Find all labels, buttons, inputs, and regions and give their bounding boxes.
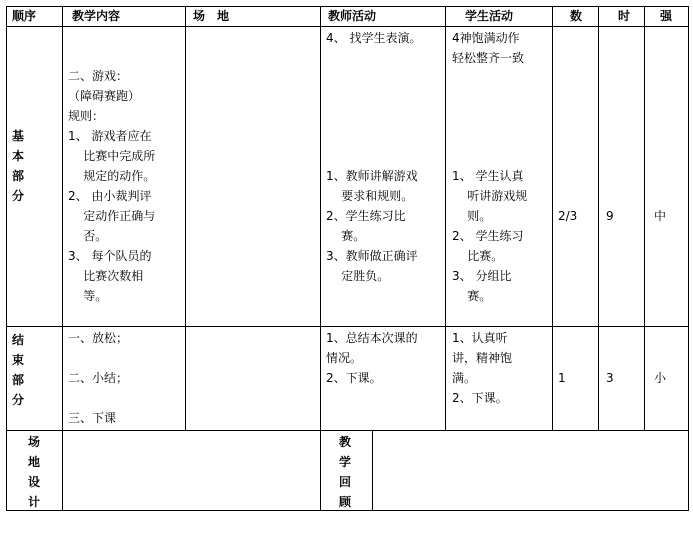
ending-section-label: 结束部分 xyxy=(12,333,25,407)
text-line: 比赛次数相 xyxy=(68,269,144,283)
rule-col4 xyxy=(445,6,446,431)
text-line: 三、下课 xyxy=(68,411,117,425)
rule-header-bottom xyxy=(6,26,688,27)
header-order: 顺序 xyxy=(12,9,37,23)
header-content: 教学内容 xyxy=(72,9,121,23)
text-line: 情况。 xyxy=(326,351,363,365)
ending-count: 1 xyxy=(558,371,566,385)
text-line: 1、总结本次课的 xyxy=(326,331,418,345)
basic-count: 2/3 xyxy=(558,209,578,223)
header-student: 学生活动 xyxy=(465,9,514,23)
basic-teacher-top: 4、 找学生表演。 xyxy=(326,31,422,45)
text-line: 2、学生练习比 xyxy=(326,209,406,223)
teaching-reflection-label: 教学回顾 xyxy=(339,435,352,509)
rule-col1 xyxy=(62,6,63,511)
text-line: 赛。 xyxy=(326,229,366,243)
text-line: 定动作正确与 xyxy=(68,209,156,223)
header-teacher: 教师活动 xyxy=(328,9,377,23)
rule-col3 xyxy=(320,6,321,511)
rule-col2 xyxy=(185,6,186,431)
text-line: 3、教师做正确评 xyxy=(326,249,418,263)
text-line: 轻松整齐一致 xyxy=(452,51,525,65)
text-line: 二、游戏： xyxy=(68,69,129,83)
text-line: 二、小结； xyxy=(68,371,129,385)
text-line: 听讲游戏规 xyxy=(452,189,528,203)
text-line: 否。 xyxy=(68,229,108,243)
text-line: 3、 每个队员的 xyxy=(68,249,152,263)
text-line: 2、 由小裁判评 xyxy=(68,189,152,203)
basic-section-label: 基本部分 xyxy=(12,129,25,203)
text-line: 要求和规则。 xyxy=(326,189,414,203)
ending-student xyxy=(452,328,512,408)
basic-teacher xyxy=(326,166,418,286)
ending-intensity: 小 xyxy=(654,371,667,385)
rule-basic-bottom xyxy=(6,326,688,327)
text-line: 则。 xyxy=(452,209,492,223)
header-intensity: 强 xyxy=(660,9,673,23)
rule-col6 xyxy=(598,6,599,431)
text-line: 4神饱满动作 xyxy=(452,31,520,45)
text-line: 比赛中完成所 xyxy=(68,149,156,163)
rule-left xyxy=(6,6,7,511)
text-line: 2、下课。 xyxy=(452,391,508,405)
basic-time: 9 xyxy=(606,209,614,223)
header-count: 数 xyxy=(570,9,583,23)
text-line: 2、下课。 xyxy=(326,371,382,385)
header-venue: 场 地 xyxy=(193,9,230,23)
basic-student-top xyxy=(452,28,524,68)
rule-ending-bottom xyxy=(6,430,688,431)
rule-footer-split xyxy=(372,430,373,511)
text-line: 1、教师讲解游戏 xyxy=(326,169,418,183)
text-line: 1、 学生认真 xyxy=(452,169,524,183)
text-line: 讲，精神饱 xyxy=(452,351,513,365)
text-line: 满。 xyxy=(452,371,477,385)
ending-teacher xyxy=(326,328,418,388)
site-design-label: 场地设计 xyxy=(28,435,41,509)
rule-col7 xyxy=(644,6,645,431)
ending-content xyxy=(68,328,128,428)
text-line: 比赛。 xyxy=(452,249,504,263)
rule-col5 xyxy=(552,6,553,431)
basic-student xyxy=(452,166,527,306)
text-line: 定胜负。 xyxy=(326,269,390,283)
text-line: 规定的动作。 xyxy=(68,169,156,183)
text-line: 2、 学生练习 xyxy=(452,229,524,243)
text-line: 等。 xyxy=(68,289,108,303)
text-line: 一、放松； xyxy=(68,331,129,345)
basic-intensity: 中 xyxy=(654,209,667,223)
text-line xyxy=(68,388,128,408)
basic-content xyxy=(68,66,155,306)
text-line: （障碍赛跑） xyxy=(68,89,141,103)
header-time: 时 xyxy=(618,9,631,23)
text-line: 1、认真听 xyxy=(452,331,508,345)
text-line: 3、 分组比 xyxy=(452,269,512,283)
text-line: 规则： xyxy=(68,109,105,123)
text-line xyxy=(68,348,128,368)
text-line: 1、 游戏者应在 xyxy=(68,129,152,143)
ending-time: 3 xyxy=(606,371,614,385)
text-line: 赛。 xyxy=(452,289,492,303)
rule-right xyxy=(688,6,689,511)
